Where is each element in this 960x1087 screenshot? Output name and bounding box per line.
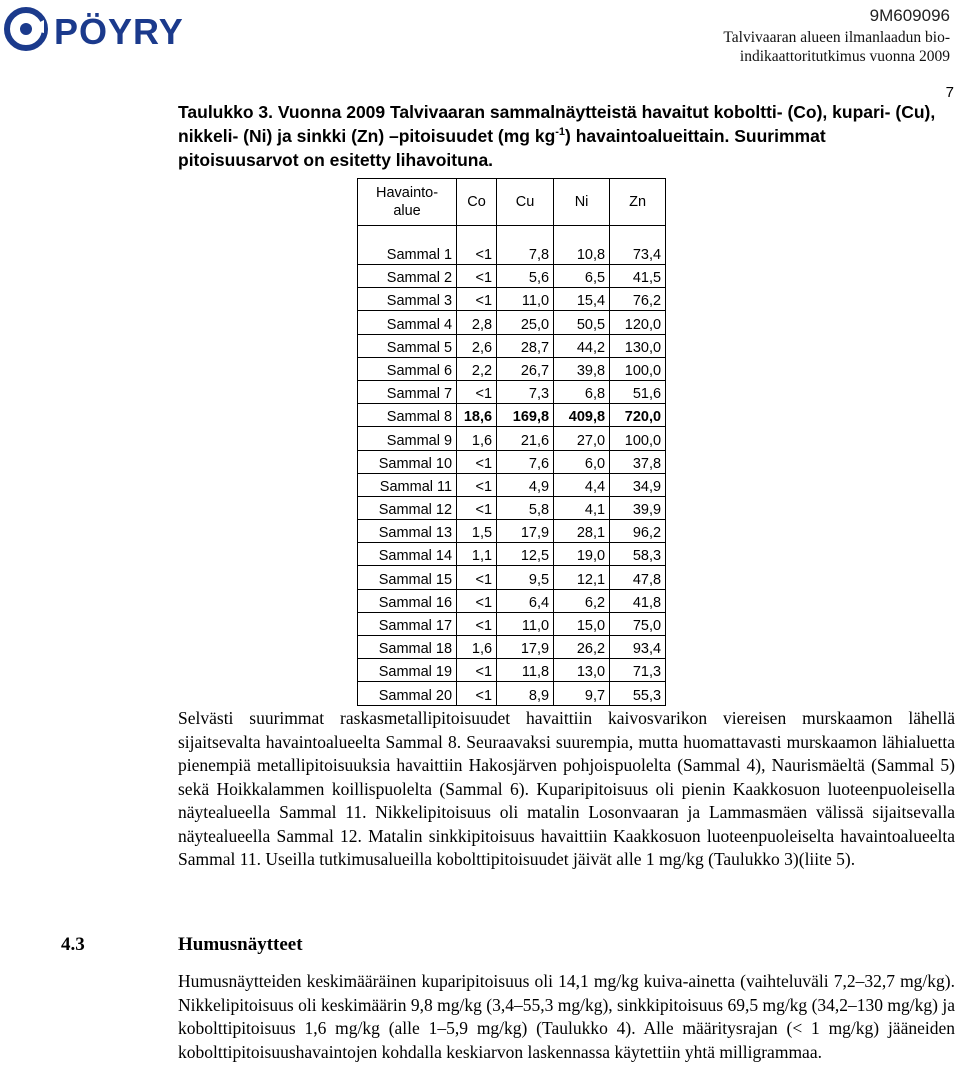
value-cell: 44,2	[554, 334, 610, 357]
document-code: 9M609096	[869, 6, 950, 25]
metal-concentration-table	[357, 178, 666, 706]
table-row	[358, 265, 666, 288]
table-row	[358, 496, 666, 519]
table-row	[358, 404, 666, 427]
header-zn: Zn	[610, 179, 666, 226]
logo-swirl-icon	[7, 10, 45, 48]
value-cell: 93,4	[610, 636, 666, 659]
value-cell: 6,5	[554, 265, 610, 288]
table-row	[358, 636, 666, 659]
value-cell: 13,0	[554, 659, 610, 682]
value-cell: 37,8	[610, 450, 666, 473]
section-heading	[61, 934, 303, 956]
value-cell: 2,2	[457, 357, 497, 380]
value-cell: 6,8	[554, 380, 610, 403]
value-cell: 7,3	[497, 380, 554, 403]
page-number: 7	[945, 84, 954, 101]
value-cell: <1	[457, 226, 497, 265]
value-cell: <1	[457, 659, 497, 682]
table-row	[358, 566, 666, 589]
value-cell: 28,1	[554, 520, 610, 543]
value-cell: <1	[457, 496, 497, 519]
value-cell: 34,9	[610, 473, 666, 496]
value-cell: 100,0	[610, 427, 666, 450]
value-cell: 9,5	[497, 566, 554, 589]
value-cell: 5,6	[497, 265, 554, 288]
value-cell: 17,9	[497, 520, 554, 543]
site-cell: Sammal 3	[358, 288, 457, 311]
site-cell: Sammal 6	[358, 357, 457, 380]
table-row	[358, 659, 666, 682]
value-cell: 25,0	[497, 311, 554, 334]
header-site: Havainto-alue	[358, 179, 457, 226]
value-cell: 8,9	[497, 682, 554, 705]
site-cell: Sammal 8	[358, 404, 457, 427]
value-cell: 73,4	[610, 226, 666, 265]
value-cell: 11,0	[497, 288, 554, 311]
site-cell: Sammal 1	[358, 226, 457, 265]
section-number: 4.3	[61, 934, 85, 955]
value-cell: <1	[457, 566, 497, 589]
table-row	[358, 589, 666, 612]
value-cell: 75,0	[610, 612, 666, 635]
value-cell: 41,8	[610, 589, 666, 612]
poyry-logo	[4, 6, 244, 52]
caption-superscript: -1	[555, 126, 566, 139]
site-cell: Sammal 13	[358, 520, 457, 543]
value-cell: 4,1	[554, 496, 610, 519]
value-cell: 130,0	[610, 334, 666, 357]
value-cell: 18,6	[457, 404, 497, 427]
value-cell: 100,0	[610, 357, 666, 380]
value-cell: 11,8	[497, 659, 554, 682]
site-cell: Sammal 16	[358, 589, 457, 612]
header-cu: Cu	[497, 179, 554, 226]
site-cell: Sammal 4	[358, 311, 457, 334]
table-row	[358, 357, 666, 380]
site-cell: Sammal 17	[358, 612, 457, 635]
site-cell: Sammal 9	[358, 427, 457, 450]
value-cell: <1	[457, 682, 497, 705]
value-cell: <1	[457, 473, 497, 496]
value-cell: <1	[457, 589, 497, 612]
document-subtitle: Talvivaaran alueen ilmanlaadun bio-indikaattoritutkimus vuonna 2009	[723, 29, 950, 65]
caption-text-end: ) havaintoalueittain. Suurimmat pitoisuusarvot on esitetty lihavoituna.	[178, 126, 826, 170]
value-cell: 6,0	[554, 450, 610, 473]
value-cell: 7,6	[497, 450, 554, 473]
value-cell: 6,4	[497, 589, 554, 612]
value-cell: 50,5	[554, 311, 610, 334]
value-cell: 7,8	[497, 226, 554, 265]
value-cell: <1	[457, 612, 497, 635]
value-cell: 96,2	[610, 520, 666, 543]
table-header-row	[358, 179, 666, 226]
logo-text: PÖYRY	[54, 11, 184, 52]
value-cell: 1,6	[457, 427, 497, 450]
value-cell: 39,8	[554, 357, 610, 380]
value-cell: 26,7	[497, 357, 554, 380]
site-cell: Sammal 14	[358, 543, 457, 566]
results-paragraph: Selvästi suurimmat raskasmetallipitoisuudet havaittiin kaivosvarikon viereisen murskaamon lähellä sijaitsevalta havaintoalueelta Sammal 8. Seuraavaksi suurempia, mutta huomattavasti murskaamon lähialuetta pienempiä metallipitoisuuksia havaittiin Hakosjärven pohjoispuolelta (Sammal 4), Naurismäeltä (Sammal 5) sekä Hoikkalammen koillispuolelta (Sammal 6). Kuparipitoisuus oli pienin Kaakkosuon luoteenpuoleisella näytealueella Sammal 11. Nikkelipitoisuus oli matalin Losonvaaran ja Lammasmäen välissä sijaitsevalla näytealueella Sammal 12. Matalin sinkkipitoisuus havaittiin Kaakkosuon luoteenpuoleiselta havaintoalueelta Sammal 11. Useilla tutkimusalueilla kobolttipitoisuudet jäivät alle 1 mg/kg (Taulukko 3)(liite 5).	[178, 708, 955, 869]
value-cell: 1,1	[457, 543, 497, 566]
value-cell: 1,5	[457, 520, 497, 543]
table-row	[358, 427, 666, 450]
value-cell: 28,7	[497, 334, 554, 357]
table-row	[358, 612, 666, 635]
value-cell: 26,2	[554, 636, 610, 659]
section-title: Humusnäytteet	[178, 934, 303, 955]
table-row	[358, 450, 666, 473]
site-cell: Sammal 5	[358, 334, 457, 357]
site-cell: Sammal 2	[358, 265, 457, 288]
value-cell: 720,0	[610, 404, 666, 427]
value-cell: 409,8	[554, 404, 610, 427]
value-cell: 39,9	[610, 496, 666, 519]
value-cell: 12,5	[497, 543, 554, 566]
value-cell: 2,6	[457, 334, 497, 357]
site-cell: Sammal 12	[358, 496, 457, 519]
value-cell: 71,3	[610, 659, 666, 682]
table-row	[358, 288, 666, 311]
value-cell: <1	[457, 380, 497, 403]
value-cell: 120,0	[610, 311, 666, 334]
site-cell: Sammal 11	[358, 473, 457, 496]
value-cell: 1,6	[457, 636, 497, 659]
site-cell: Sammal 18	[358, 636, 457, 659]
value-cell: <1	[457, 450, 497, 473]
table-row	[358, 473, 666, 496]
value-cell: 169,8	[497, 404, 554, 427]
value-cell: 27,0	[554, 427, 610, 450]
table-row	[358, 334, 666, 357]
value-cell: 21,6	[497, 427, 554, 450]
value-cell: 2,8	[457, 311, 497, 334]
table-row	[358, 543, 666, 566]
value-cell: 15,4	[554, 288, 610, 311]
value-cell: 58,3	[610, 543, 666, 566]
table-row	[358, 226, 666, 265]
value-cell: 10,8	[554, 226, 610, 265]
site-cell: Sammal 7	[358, 380, 457, 403]
header-ni: Ni	[554, 179, 610, 226]
value-cell: 55,3	[610, 682, 666, 705]
site-cell: Sammal 20	[358, 682, 457, 705]
value-cell: 6,2	[554, 589, 610, 612]
value-cell: 41,5	[610, 265, 666, 288]
value-cell: 76,2	[610, 288, 666, 311]
value-cell: 47,8	[610, 566, 666, 589]
value-cell: 12,1	[554, 566, 610, 589]
value-cell: 11,0	[497, 612, 554, 635]
table-row	[358, 520, 666, 543]
caption-text: Taulukko 3. Vuonna 2009 Talvivaaran sammalnäytteistä havaitut koboltti- (Co), kupari- (Cu), nikkeli- (Ni) ja sinkki (Zn) –pitoisuudet (mg kg	[178, 102, 936, 146]
humus-paragraph: Humusnäytteiden keskimääräinen kuparipitoisuus oli 14,1 mg/kg kuiva-ainetta (vaihteluväli 7,2–32,7 mg/kg). Nikkelipitoisuus oli keskimäärin 9,8 mg/kg (3,4–55,3 mg/kg), sinkkipitoisuus 69,5 mg/kg (34,2–130 mg/kg) ja kobolttipitoisuus 1,6 mg/kg (alle 1–5,9 mg/kg) (Taulukko 4). Alle määritysrajan (< 1 mg/kg) jääneiden kobolttipitoisuushavaintojen kohdalla keskiarvon laskennassa käytettiin yhtä milligrammaa.	[178, 971, 955, 1062]
value-cell: 51,6	[610, 380, 666, 403]
site-cell: Sammal 10	[358, 450, 457, 473]
site-cell: Sammal 15	[358, 566, 457, 589]
value-cell: <1	[457, 265, 497, 288]
header-co: Co	[457, 179, 497, 226]
value-cell: 4,9	[497, 473, 554, 496]
table-caption	[178, 100, 938, 172]
value-cell: <1	[457, 288, 497, 311]
value-cell: 17,9	[497, 636, 554, 659]
table-row	[358, 311, 666, 334]
table-row	[358, 682, 666, 705]
site-cell: Sammal 19	[358, 659, 457, 682]
table-row	[358, 380, 666, 403]
value-cell: 15,0	[554, 612, 610, 635]
value-cell: 5,8	[497, 496, 554, 519]
value-cell: 9,7	[554, 682, 610, 705]
value-cell: 19,0	[554, 543, 610, 566]
value-cell: 4,4	[554, 473, 610, 496]
